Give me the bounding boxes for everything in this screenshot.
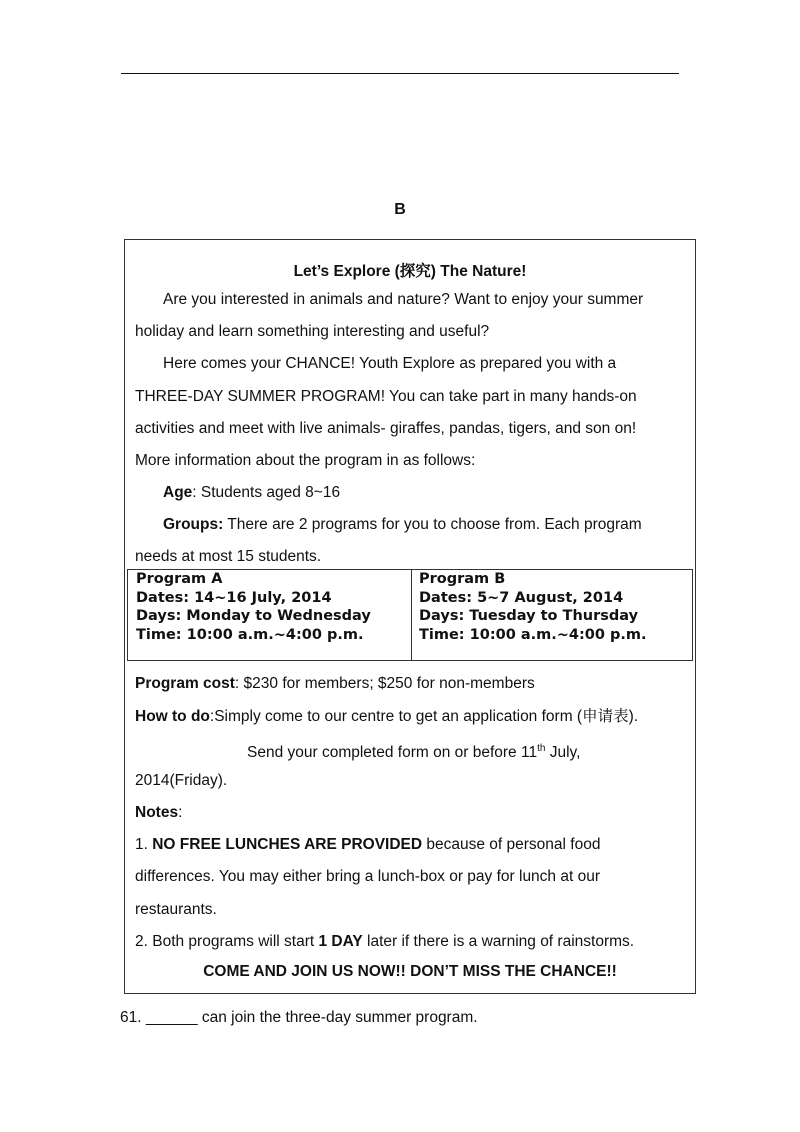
intro-line-6: More information about the program in as follows: — [135, 452, 476, 469]
intro-line-5: activities and meet with live animals- giraffes, pandas, tigers, and son on! — [135, 420, 637, 437]
howto-line — [135, 707, 638, 727]
age-text: : Students aged 8~16 — [192, 484, 341, 501]
ad-title: Let’s Explore (探究) The Nature! — [293, 263, 527, 280]
groups-line-2: needs at most 15 students. — [135, 548, 322, 565]
note1-line — [135, 835, 600, 855]
notes-line — [135, 803, 182, 823]
age-label: Age — [163, 484, 193, 501]
program-b-time: Time: 10:00 a.m.~4:00 p.m. — [419, 626, 647, 643]
note1-prefix: 1. — [135, 836, 153, 853]
program-a-days: Days: Monday to Wednesday — [136, 608, 371, 624]
program-a-cell — [128, 570, 412, 661]
send-line — [247, 739, 580, 763]
note1-line-3: restaurants. — [135, 901, 217, 918]
programs-table — [127, 569, 693, 661]
groups-line — [163, 515, 642, 535]
intro-line-2: holiday and learn something interesting and useful? — [135, 323, 490, 340]
header-rule — [121, 73, 679, 74]
notes-colon: : — [178, 804, 183, 821]
program-b-name: Program B — [419, 571, 506, 587]
program-b-dates: Dates: 5~7 August, 2014 — [419, 589, 624, 606]
advertisement-box — [124, 239, 696, 994]
send-text-a: Send your completed form on or before 11 — [247, 744, 538, 762]
note1-line-2: differences. You may either bring a lunch-box or pay for lunch at our — [135, 868, 600, 885]
intro-line-4: THREE-DAY SUMMER PROGRAM! You can take part in many hands-on — [135, 388, 637, 405]
cost-text: : $230 for members; $250 for non-members — [234, 675, 535, 692]
intro-line-3: Here comes your CHANCE! Youth Explore as prepared you with a — [163, 355, 617, 372]
notes-label: Notes — [135, 804, 179, 821]
send-sup: th — [537, 743, 546, 754]
note1-rest: because of personal food — [422, 836, 601, 853]
note2-bold: 1 DAY — [318, 933, 363, 950]
send-line-2: 2014(Friday). — [135, 772, 228, 789]
groups-label: Groups: — [163, 516, 224, 533]
note2-prefix: 2. Both programs will start — [135, 933, 319, 950]
program-b-cell — [412, 570, 693, 661]
program-a-dates: Dates: 14~16 July, 2014 — [136, 589, 332, 606]
cost-label: Program cost — [135, 675, 235, 692]
cost-line — [135, 674, 535, 694]
howto-text: :Simply come to our centre to get an application form (申请表). — [209, 708, 639, 725]
howto-label: How to do — [135, 708, 210, 725]
closing-line: COME AND JOIN US NOW!! DON’T MISS THE CHANCE!! — [203, 963, 617, 980]
program-b-days: Days: Tuesday to Thursday — [419, 608, 639, 624]
note2-rest: later if there is a warning of rainstorms. — [362, 933, 635, 950]
note1-bold: NO FREE LUNCHES ARE PROVIDED — [152, 836, 423, 853]
program-a-time: Time: 10:00 a.m.~4:00 p.m. — [136, 626, 364, 643]
note2-line — [135, 932, 634, 952]
groups-text: There are 2 programs for you to choose from. Each program — [223, 516, 642, 533]
send-text-b: July, — [545, 744, 581, 762]
age-line — [163, 483, 340, 503]
program-a-name: Program A — [136, 571, 223, 587]
section-letter: B — [394, 201, 406, 218]
question-61: 61. ______ can join the three-day summer program. — [120, 1009, 478, 1026]
intro-line-1: Are you interested in animals and nature? Want to enjoy your summer — [163, 291, 644, 308]
